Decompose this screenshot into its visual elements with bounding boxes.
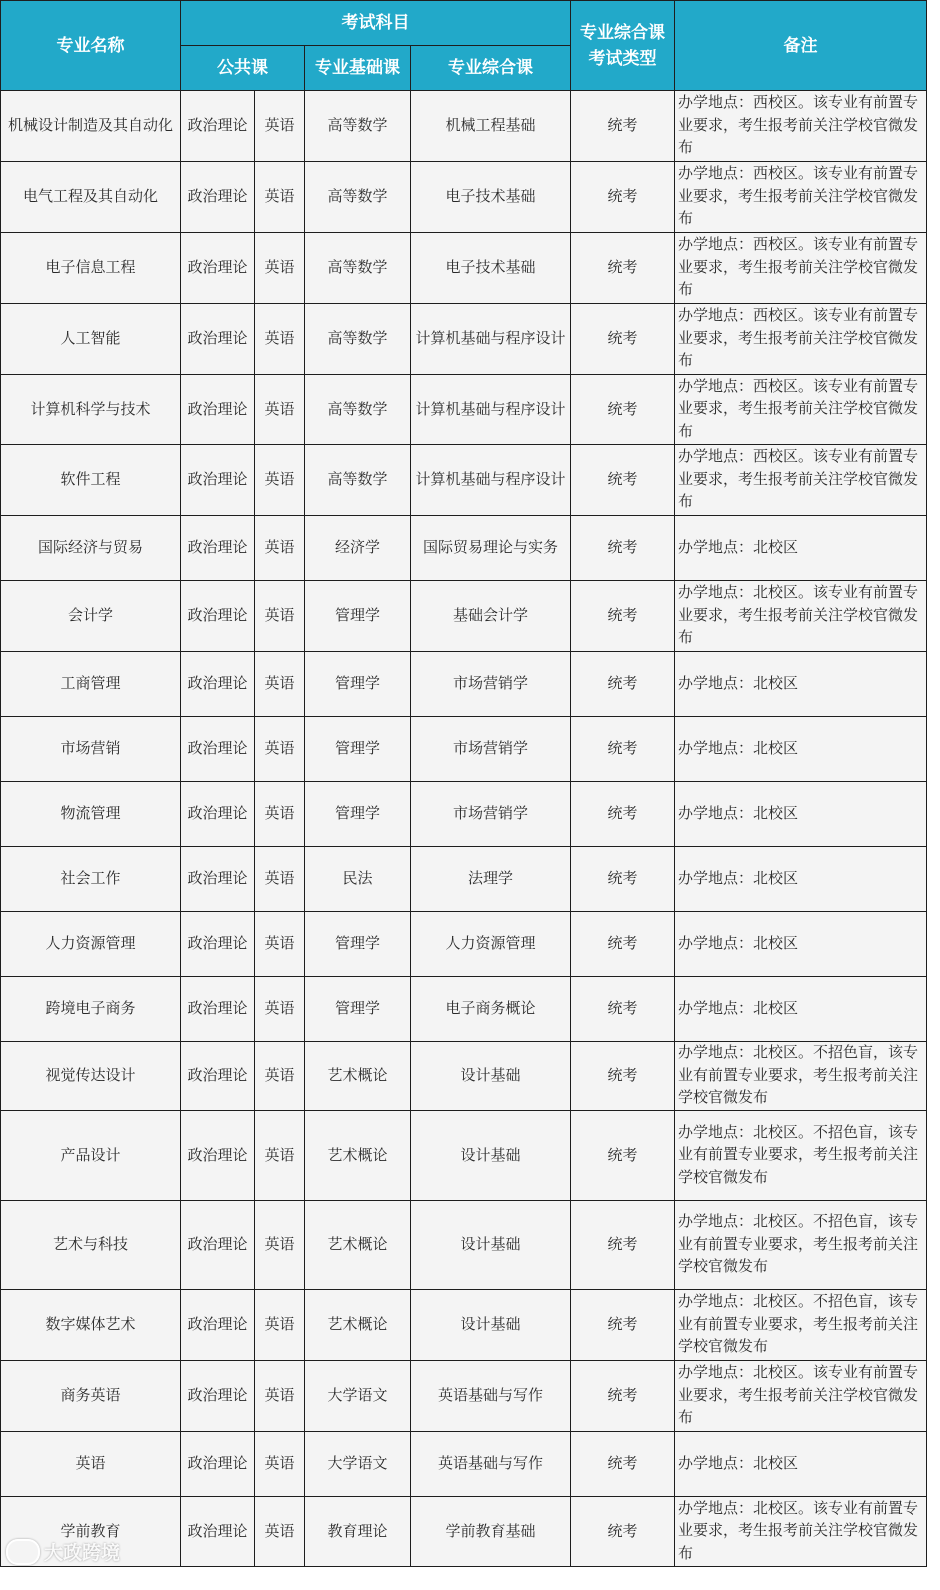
remarks-cell: 办学地点：北校区。不招色盲，该专业有前置专业要求，考生报考前关注学校官微发布 — [675, 1042, 927, 1111]
table-row — [1, 652, 927, 717]
exam-type-cell: 统考 — [571, 1290, 675, 1361]
basic-course-cell: 高等数学 — [305, 233, 411, 304]
exam-type-cell: 统考 — [571, 91, 675, 162]
comprehensive-course-cell: 机械工程基础 — [411, 91, 571, 162]
politics-cell: 政治理论 — [181, 581, 255, 652]
comprehensive-course-cell: 市场营销学 — [411, 652, 571, 717]
table-row — [1, 1290, 927, 1361]
remarks-cell: 办学地点：北校区。该专业有前置专业要求，考生报考前关注学校官微发布 — [675, 581, 927, 652]
remarks-cell: 办学地点：北校区。不招色盲，该专业有前置专业要求，考生报考前关注学校官微发布 — [675, 1111, 927, 1201]
comprehensive-course-cell: 学前教育基础 — [411, 1497, 571, 1567]
comprehensive-course-cell: 市场营销学 — [411, 782, 571, 847]
remarks-cell: 办学地点：西校区。该专业有前置专业要求，考生报考前关注学校官微发布 — [675, 375, 927, 445]
header-comprehensive-course: 专业综合课 — [411, 46, 571, 91]
major-cell: 会计学 — [1, 581, 181, 652]
english-cell: 英语 — [255, 652, 305, 717]
exam-type-cell: 统考 — [571, 445, 675, 516]
politics-cell: 政治理论 — [181, 1201, 255, 1290]
header-public-course: 公共课 — [181, 46, 305, 91]
english-cell: 英语 — [255, 233, 305, 304]
table-row — [1, 912, 927, 977]
table-row — [1, 977, 927, 1042]
major-cell: 学前教育 — [1, 1497, 181, 1567]
basic-course-cell: 教育理论 — [305, 1497, 411, 1567]
exam-type-cell: 统考 — [571, 1111, 675, 1201]
basic-course-cell: 高等数学 — [305, 304, 411, 375]
table-row — [1, 445, 927, 516]
exam-type-cell: 统考 — [571, 375, 675, 445]
english-cell: 英语 — [255, 782, 305, 847]
remarks-cell: 办学地点：北校区 — [675, 782, 927, 847]
comprehensive-course-cell: 电子技术基础 — [411, 233, 571, 304]
basic-course-cell: 经济学 — [305, 516, 411, 581]
comprehensive-course-cell: 计算机基础与程序设计 — [411, 375, 571, 445]
politics-cell: 政治理论 — [181, 912, 255, 977]
remarks-cell: 办学地点：北校区 — [675, 977, 927, 1042]
table-row — [1, 1111, 927, 1201]
exam-type-cell: 统考 — [571, 1432, 675, 1497]
table-row — [1, 1201, 927, 1290]
politics-cell: 政治理论 — [181, 717, 255, 782]
comprehensive-course-cell: 法理学 — [411, 847, 571, 912]
major-cell: 软件工程 — [1, 445, 181, 516]
politics-cell: 政治理论 — [181, 1497, 255, 1567]
english-cell: 英语 — [255, 91, 305, 162]
major-cell: 数字媒体艺术 — [1, 1290, 181, 1361]
basic-course-cell: 高等数学 — [305, 162, 411, 233]
politics-cell: 政治理论 — [181, 1361, 255, 1432]
english-cell: 英语 — [255, 516, 305, 581]
major-cell: 产品设计 — [1, 1111, 181, 1201]
politics-cell: 政治理论 — [181, 977, 255, 1042]
remarks-cell: 办学地点：北校区。不招色盲，该专业有前置专业要求，考生报考前关注学校官微发布 — [675, 1201, 927, 1290]
english-cell: 英语 — [255, 1201, 305, 1290]
politics-cell: 政治理论 — [181, 91, 255, 162]
remarks-cell: 办学地点：北校区 — [675, 912, 927, 977]
basic-course-cell: 大学语文 — [305, 1432, 411, 1497]
basic-course-cell: 管理学 — [305, 581, 411, 652]
comprehensive-course-cell: 英语基础与写作 — [411, 1432, 571, 1497]
table-row — [1, 516, 927, 581]
table-row — [1, 847, 927, 912]
comprehensive-course-cell: 基础会计学 — [411, 581, 571, 652]
table-row — [1, 782, 927, 847]
comprehensive-course-cell: 市场营销学 — [411, 717, 571, 782]
politics-cell: 政治理论 — [181, 1432, 255, 1497]
english-cell: 英语 — [255, 581, 305, 652]
english-cell: 英语 — [255, 717, 305, 782]
politics-cell: 政治理论 — [181, 782, 255, 847]
exam-type-cell: 统考 — [571, 977, 675, 1042]
politics-cell: 政治理论 — [181, 445, 255, 516]
remarks-cell: 办学地点：北校区 — [675, 847, 927, 912]
major-cell: 工商管理 — [1, 652, 181, 717]
basic-course-cell: 艺术概论 — [305, 1201, 411, 1290]
table-header — [1, 1, 927, 91]
exam-type-cell: 统考 — [571, 1042, 675, 1111]
major-cell: 机械设计制造及其自动化 — [1, 91, 181, 162]
table-row — [1, 91, 927, 162]
comprehensive-course-cell: 人力资源管理 — [411, 912, 571, 977]
english-cell: 英语 — [255, 1042, 305, 1111]
major-cell: 人工智能 — [1, 304, 181, 375]
english-cell: 英语 — [255, 375, 305, 445]
major-cell: 跨境电子商务 — [1, 977, 181, 1042]
politics-cell: 政治理论 — [181, 233, 255, 304]
major-cell: 市场营销 — [1, 717, 181, 782]
basic-course-cell: 艺术概论 — [305, 1111, 411, 1201]
english-cell: 英语 — [255, 1361, 305, 1432]
basic-course-cell: 民法 — [305, 847, 411, 912]
politics-cell: 政治理论 — [181, 1042, 255, 1111]
english-cell: 英语 — [255, 445, 305, 516]
basic-course-cell: 管理学 — [305, 652, 411, 717]
comprehensive-course-cell: 设计基础 — [411, 1201, 571, 1290]
major-cell: 社会工作 — [1, 847, 181, 912]
header-exam-type: 专业综合课考试类型 — [571, 1, 675, 91]
english-cell: 英语 — [255, 162, 305, 233]
basic-course-cell: 艺术概论 — [305, 1290, 411, 1361]
politics-cell: 政治理论 — [181, 1111, 255, 1201]
exam-type-cell: 统考 — [571, 516, 675, 581]
exam-type-cell: 统考 — [571, 717, 675, 782]
table-row — [1, 233, 927, 304]
english-cell: 英语 — [255, 977, 305, 1042]
politics-cell: 政治理论 — [181, 375, 255, 445]
exam-type-cell: 统考 — [571, 1497, 675, 1567]
comprehensive-course-cell: 计算机基础与程序设计 — [411, 304, 571, 375]
exam-type-cell: 统考 — [571, 782, 675, 847]
exam-type-cell: 统考 — [571, 652, 675, 717]
politics-cell: 政治理论 — [181, 304, 255, 375]
remarks-cell: 办学地点：北校区 — [675, 717, 927, 782]
comprehensive-course-cell: 设计基础 — [411, 1111, 571, 1201]
politics-cell: 政治理论 — [181, 162, 255, 233]
basic-course-cell: 高等数学 — [305, 445, 411, 516]
table-row — [1, 162, 927, 233]
english-cell: 英语 — [255, 912, 305, 977]
remarks-cell: 办学地点：西校区。该专业有前置专业要求，考生报考前关注学校官微发布 — [675, 445, 927, 516]
basic-course-cell: 管理学 — [305, 717, 411, 782]
remarks-cell: 办学地点：西校区。该专业有前置专业要求，考生报考前关注学校官微发布 — [675, 91, 927, 162]
table-row — [1, 1361, 927, 1432]
comprehensive-course-cell: 电子技术基础 — [411, 162, 571, 233]
header-remarks: 备注 — [675, 1, 927, 91]
exam-type-cell: 统考 — [571, 304, 675, 375]
header-major: 专业名称 — [1, 1, 181, 91]
basic-course-cell: 管理学 — [305, 912, 411, 977]
table-row — [1, 581, 927, 652]
remarks-cell: 办学地点：西校区。该专业有前置专业要求，考生报考前关注学校官微发布 — [675, 304, 927, 375]
basic-course-cell: 管理学 — [305, 782, 411, 847]
basic-course-cell: 管理学 — [305, 977, 411, 1042]
comprehensive-course-cell: 国际贸易理论与实务 — [411, 516, 571, 581]
basic-course-cell: 高等数学 — [305, 375, 411, 445]
politics-cell: 政治理论 — [181, 847, 255, 912]
english-cell: 英语 — [255, 1111, 305, 1201]
comprehensive-course-cell: 电子商务概论 — [411, 977, 571, 1042]
politics-cell: 政治理论 — [181, 652, 255, 717]
remarks-cell: 办学地点：北校区 — [675, 516, 927, 581]
remarks-cell: 办学地点：西校区。该专业有前置专业要求，考生报考前关注学校官微发布 — [675, 233, 927, 304]
english-cell: 英语 — [255, 1432, 305, 1497]
remarks-cell: 办学地点：北校区。该专业有前置专业要求，考生报考前关注学校官微发布 — [675, 1361, 927, 1432]
table-row — [1, 717, 927, 782]
exam-type-cell: 统考 — [571, 912, 675, 977]
english-cell: 英语 — [255, 1497, 305, 1567]
remarks-cell: 办学地点：北校区 — [675, 1432, 927, 1497]
exam-type-cell: 统考 — [571, 162, 675, 233]
major-cell: 国际经济与贸易 — [1, 516, 181, 581]
exam-type-cell: 统考 — [571, 233, 675, 304]
english-cell: 英语 — [255, 304, 305, 375]
major-cell: 电气工程及其自动化 — [1, 162, 181, 233]
basic-course-cell: 大学语文 — [305, 1361, 411, 1432]
comprehensive-course-cell: 计算机基础与程序设计 — [411, 445, 571, 516]
english-cell: 英语 — [255, 1290, 305, 1361]
remarks-cell: 办学地点：北校区。该专业有前置专业要求，考生报考前关注学校官微发布 — [675, 1497, 927, 1567]
major-cell: 艺术与科技 — [1, 1201, 181, 1290]
exam-type-cell: 统考 — [571, 1201, 675, 1290]
header-basic-course: 专业基础课 — [305, 46, 411, 91]
exam-type-cell: 统考 — [571, 847, 675, 912]
exam-type-cell: 统考 — [571, 1361, 675, 1432]
major-cell: 电子信息工程 — [1, 233, 181, 304]
comprehensive-course-cell: 英语基础与写作 — [411, 1361, 571, 1432]
watermark-text: 大政跨境 — [44, 1543, 121, 1564]
table-row — [1, 1497, 927, 1567]
major-cell: 计算机科学与技术 — [1, 375, 181, 445]
major-cell: 物流管理 — [1, 782, 181, 847]
header-exam-subjects: 考试科目 — [181, 1, 571, 46]
table-body — [1, 91, 927, 1567]
major-cell: 商务英语 — [1, 1361, 181, 1432]
politics-cell: 政治理论 — [181, 516, 255, 581]
remarks-cell: 办学地点：北校区 — [675, 652, 927, 717]
basic-course-cell: 艺术概论 — [305, 1042, 411, 1111]
major-cell: 人力资源管理 — [1, 912, 181, 977]
major-cell: 英语 — [1, 1432, 181, 1497]
comprehensive-course-cell: 设计基础 — [411, 1290, 571, 1361]
remarks-cell: 办学地点：北校区。不招色盲，该专业有前置专业要求，考生报考前关注学校官微发布 — [675, 1290, 927, 1361]
table-row — [1, 1042, 927, 1111]
table-row — [1, 1432, 927, 1497]
english-cell: 英语 — [255, 847, 305, 912]
remarks-cell: 办学地点：西校区。该专业有前置专业要求，考生报考前关注学校官微发布 — [675, 162, 927, 233]
politics-cell: 政治理论 — [181, 1290, 255, 1361]
exam-type-cell: 统考 — [571, 581, 675, 652]
table-row — [1, 375, 927, 445]
major-cell: 视觉传达设计 — [1, 1042, 181, 1111]
comprehensive-course-cell: 设计基础 — [411, 1042, 571, 1111]
basic-course-cell: 高等数学 — [305, 91, 411, 162]
table-row — [1, 304, 927, 375]
